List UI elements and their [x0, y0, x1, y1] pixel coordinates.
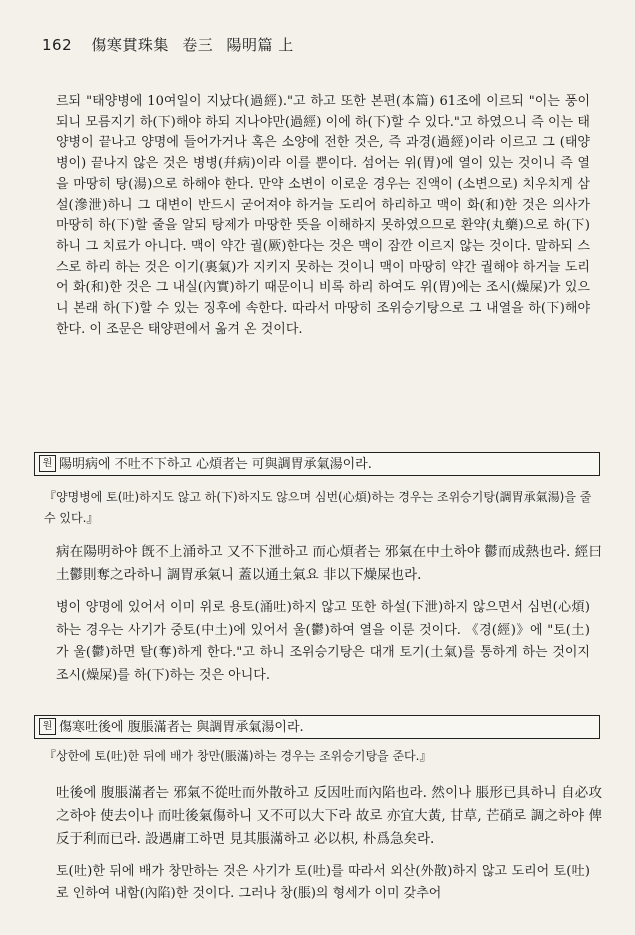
clause-icon: 원 — [39, 455, 56, 472]
clause-box — [34, 452, 600, 476]
commentary-paragraph: 토(吐)한 뒤에 배가 창만하는 것은 사기가 토(吐)를 따라서 외산(外散)하지 않고 도리어 토(吐)로 인하여 내함(內陷)한 것이다. 그러나 창(脹)의 형세가 이미 갖추어 — [56, 864, 590, 901]
hanmun-commentary: 吐後에 腹脹滿者는 邪氣不從吐而外散하고 反因吐而內陷也라. 然이나 脹形已具하니 自必攻之하야 使去이나 而吐後氣傷하니 又不可以大下라 故로 亦宜大黃, 甘草, 芒硝로 調之하야 俾反于利而已라. 設遇庸工하면 見其脹滿하고 必以枳, 朴爲急矣라. — [56, 785, 602, 847]
commentary-paragraph: 병이 양명에 있어서 이미 위로 용토(涌吐)하지 않고 또한 하설(下泄)하지 않으면서 심번(心煩)하는 경우는 사기가 중토(中土)에 있어서 울(鬱)하여 열을 이룬 것이다. 《경(經)》에 "토(土)가 울(鬱)하면 탈(奪)하게 한다."고 하니 조위승기탕은 대개 토기(土氣)를 통하게 하는 것이지 조시(燥屎)를 하(下)하는 것은 아니다. — [56, 600, 590, 683]
clause-text: 陽明病에 不吐不下하고 心煩者는 可與調胃承氣湯이라. — [59, 457, 372, 472]
hanmun-commentary: 病在陽明하야 旣不上涌하고 又不下泄하고 而心煩者는 邪氣在中土하야 鬱而成熱也라. 經曰 土鬱則奪之라하니 調胃承氣니 蓋以通土氣요 非以下燥屎也라. — [56, 544, 602, 583]
clause-box — [34, 715, 600, 739]
clause-icon: 원 — [39, 718, 56, 735]
commentary-paragraph: 르되 "태양병에 10여일이 지났다(過經)."고 하고 또한 본편(本篇) 61조에 이르되 "이는 풍이 되니 모름지기 하(下)해야 하되 지나야만(過經) 이에 하(下)할 수 있다."고 하였으니 즉 이는 태양병이 끝나고 양명에 들어가거나 혹은 소양에 전한 것은, 즉 과경(過經)이라 이르고 그 (태양병이) 끝나지 않은 것은 병병(幷病)이라 이를 뿐이다. 섬어는 위(胃)에 열이 있는 것이니 즉 열을 마땅히 탕(湯)으로 하해야 한다. 만약 소변이 이로운 경우는 진액이 (소변으로) 치우치게 삼설(滲泄)하니 그 대변이 반드시 굳어져야 하거늘 도리어 하리하고 맥이 화(和)한 것은 의사가 마땅히 하(下)할 줄을 알되 탕제가 마땅한 뜻을 이해하지 못하였으므로 환약(丸藥)으로 하(下)하니 그 치료가 아니다. 맥이 약간 궐(厥)한다는 것은 맥이 잠깐 이르지 않는 것이다. 말하되 스스로 하리 하는 것은 이기(裏氣)가 지키지 못하는 것이니 맥이 마땅히 약간 궐해야 하거늘 도리어 화(和)한 것은 그 내실(內實)하기 때문이니 비록 하리 하여도 위(胃)에는 조시(燥屎)가 있으니 본래 하(下)할 수 있는 징후에 속한다. 따라서 마땅히 조위승기탕으로 그 내열을 하(下)해야 한다. 이 조문은 태양편에서 옮겨 온 것이다. — [56, 94, 590, 337]
clause-translation: 『양명병에 토(吐)하지도 않고 하(下)하지도 않으며 심번(心煩)하는 경우는 조위승기탕(調胃承氣湯)을 줄 수 있다.』 — [44, 490, 592, 525]
section-label: 陽明篇 上 — [226, 36, 294, 54]
page-header — [42, 34, 294, 56]
book-title: 傷寒貫珠集 — [91, 36, 169, 54]
clause-translation: 『상한에 토(吐)한 뒤에 배가 창만(脹滿)하는 경우는 조위승기탕을 준다.』 — [44, 749, 432, 763]
volume-label: 卷三 — [182, 36, 214, 54]
clause-text: 傷寒吐後에 腹脹滿者는 與調胃承氣湯이라. — [59, 720, 304, 735]
page-number: 162 — [42, 36, 73, 54]
